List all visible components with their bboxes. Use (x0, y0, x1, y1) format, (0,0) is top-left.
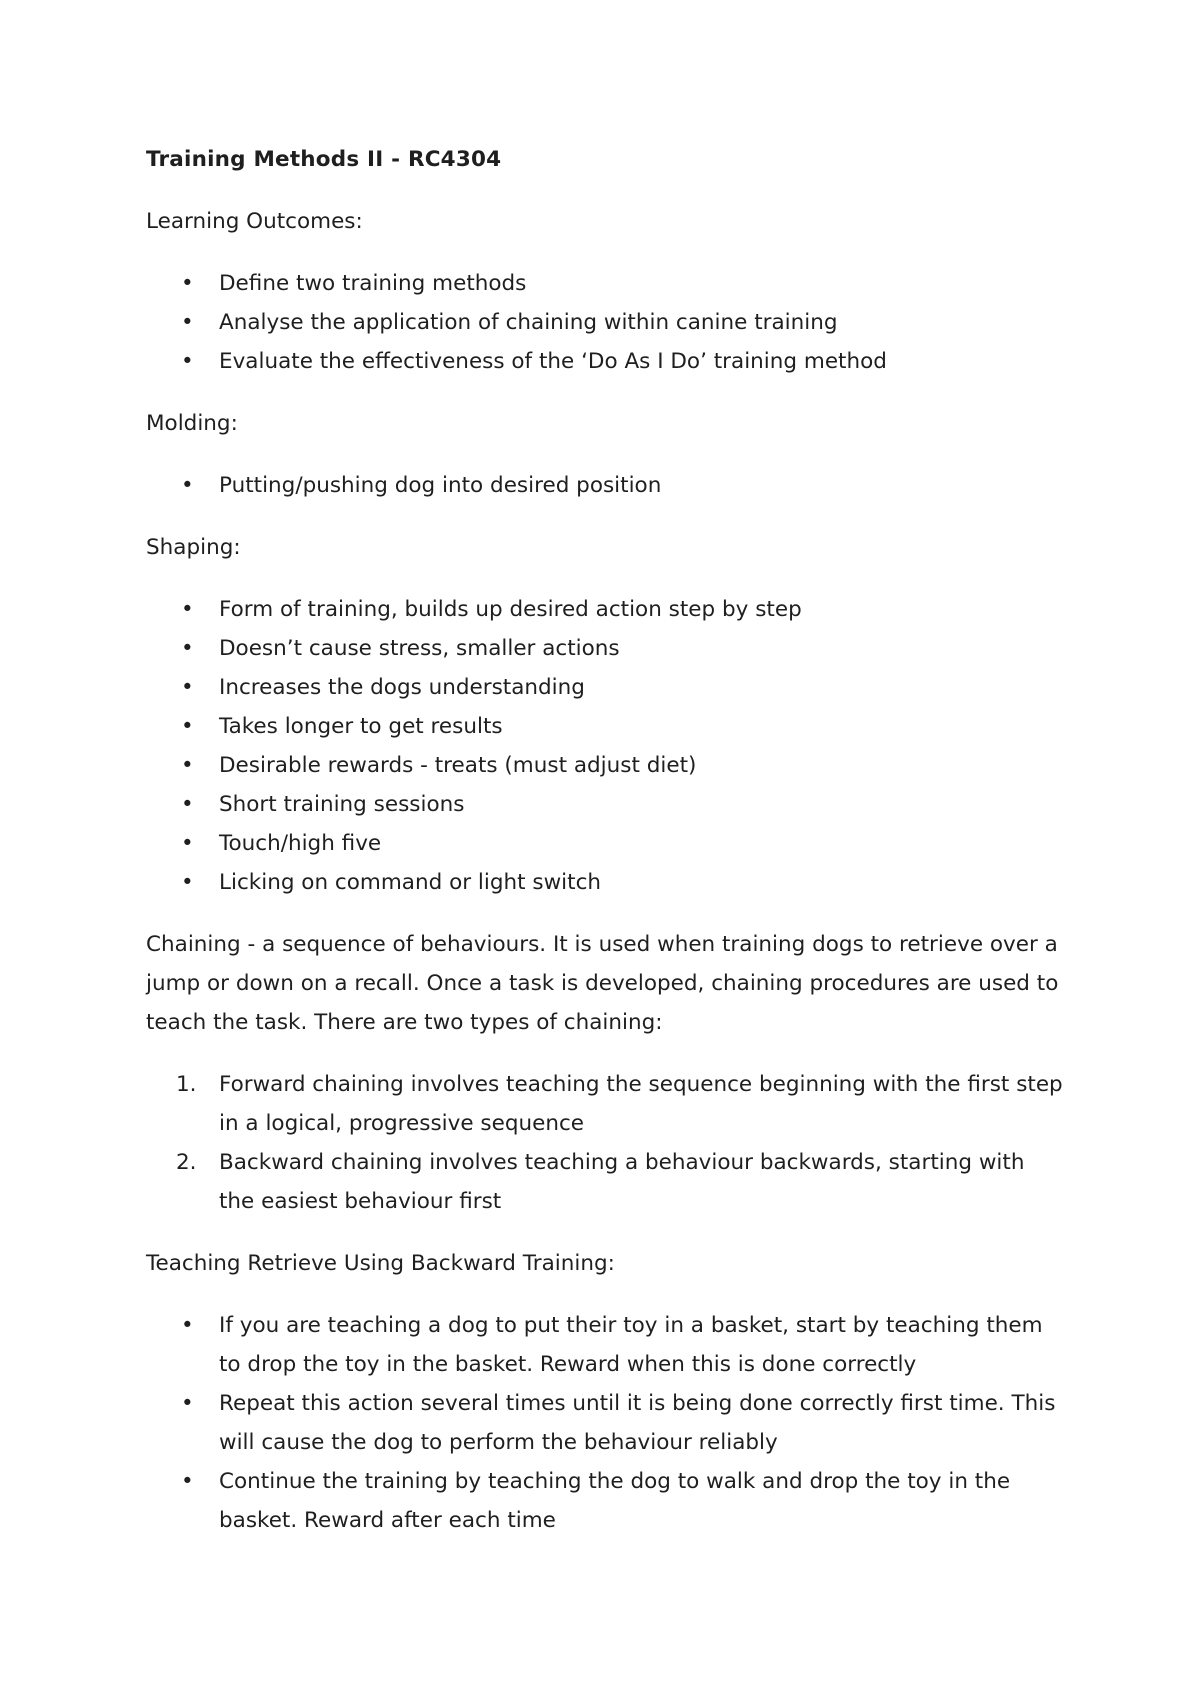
retrieve-list (146, 1306, 1066, 1540)
list-item: • Touch/high five (146, 824, 1066, 863)
list-number: 2. (176, 1150, 197, 1175)
list-item: • Continue the training by teaching the dog to walk and drop the toy in the basket. Reward after each time (146, 1462, 1066, 1540)
list-item: • Desirable rewards - treats (must adjust diet) (146, 746, 1066, 785)
list-item-text: Backward chaining involves teaching a behaviour backwards, starting with the easiest behaviour first (219, 1150, 1025, 1214)
learning-outcomes-heading: Learning Outcomes: (146, 209, 363, 234)
chaining-types-list (146, 1065, 1066, 1221)
list-item-text: Forward chaining involves teaching the sequence beginning with the first step in a logical, progressive sequence (219, 1072, 1063, 1136)
list-item: • Repeat this action several times until it is being done correctly first time. This will cause the dog to perform the behaviour reliably (146, 1384, 1066, 1462)
document-title: Training Methods II - RC4304 (146, 147, 502, 172)
document-body (146, 140, 1066, 1540)
list-item: • Takes longer to get results (146, 707, 1066, 746)
molding-list (146, 466, 1066, 505)
numbered-list-item (146, 1143, 1066, 1221)
list-item: • Short training sessions (146, 785, 1066, 824)
chaining-paragraph: Chaining - a sequence of behaviours. It is used when training dogs to retrieve over a jump or down on a recall. Once a task is developed, chaining procedures are used to teach the task. There are two types of chaining: (146, 932, 1059, 1035)
shaping-heading: Shaping: (146, 535, 241, 560)
list-item: • Form of training, builds up desired action step by step (146, 590, 1066, 629)
list-item: • Analyse the application of chaining within canine training (146, 303, 1066, 342)
list-number: 1. (176, 1072, 197, 1097)
retrieve-heading: Teaching Retrieve Using Backward Training: (146, 1251, 615, 1276)
learning-outcomes-list (146, 264, 1066, 381)
list-item: • Doesn’t cause stress, smaller actions (146, 629, 1066, 668)
list-item: • Increases the dogs understanding (146, 668, 1066, 707)
list-item: • Evaluate the effectiveness of the ‘Do As I Do’ training method (146, 342, 1066, 381)
list-item: • Licking on command or light switch (146, 863, 1066, 902)
shaping-list (146, 590, 1066, 902)
list-item: • Putting/pushing dog into desired position (146, 466, 1066, 505)
list-item: • If you are teaching a dog to put their toy in a basket, start by teaching them to drop the toy in the basket. Reward when this is done correctly (146, 1306, 1066, 1384)
numbered-list-item (146, 1065, 1066, 1143)
molding-heading: Molding: (146, 411, 238, 436)
list-item: • Define two training methods (146, 264, 1066, 303)
